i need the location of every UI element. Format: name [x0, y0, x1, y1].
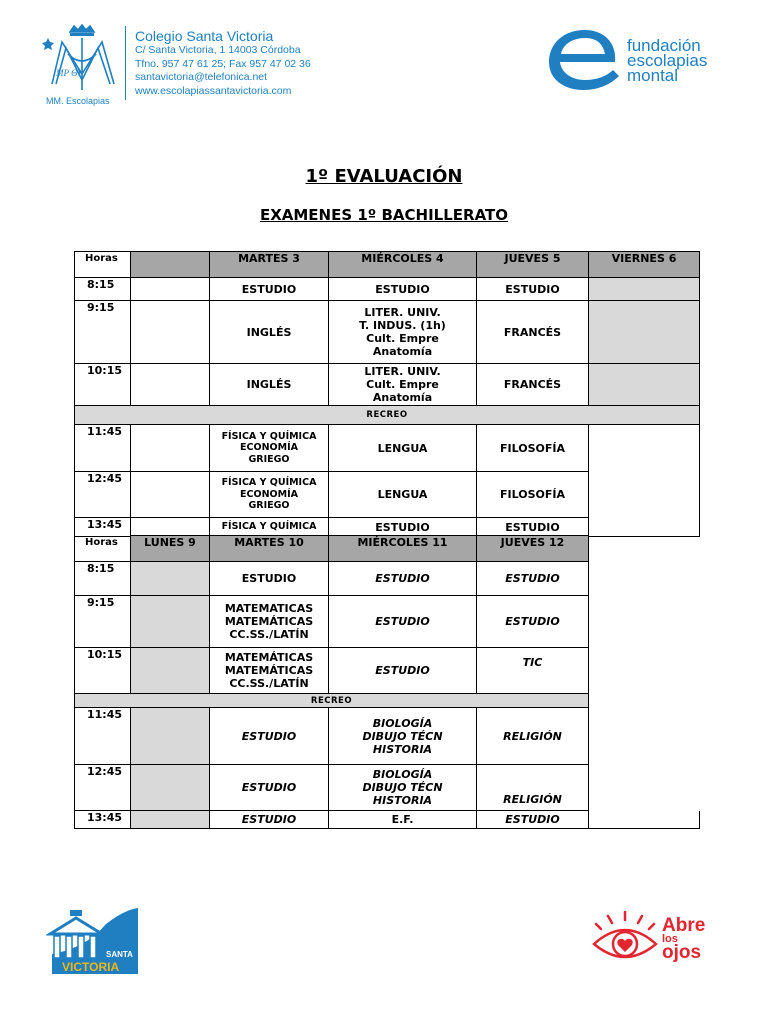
- exam-cell: [210, 648, 329, 694]
- exam-cell: RELIGIÓN: [477, 765, 589, 811]
- exam-cell: ESTUDIO: [329, 518, 477, 537]
- abre-los-ojos-logo: [590, 910, 730, 972]
- exam-cell: [210, 472, 329, 518]
- exam-cell: ESTUDIO: [329, 562, 477, 596]
- subject-line: CC.SS./LATÍN: [229, 677, 309, 690]
- foundation-logo: [545, 24, 745, 96]
- exam-cell: RELIGIÓN: [477, 708, 589, 765]
- empty-header-cell: [131, 252, 210, 278]
- exam-cell: FILOSOFÍA: [477, 472, 589, 518]
- exam-cell: ESTUDIO: [329, 648, 477, 694]
- subject-line: GRIEGO: [248, 500, 290, 512]
- day-header: MIÉRCOLES 11: [329, 536, 477, 562]
- empty-cell: [589, 811, 700, 829]
- abre-los-ojos-text: [662, 915, 706, 963]
- time-cell: 9:15: [75, 596, 131, 648]
- empty-cell: [131, 425, 210, 472]
- subject-line: T. INDUS. (1h): [359, 319, 446, 332]
- exam-cell: ESTUDIO: [477, 278, 589, 301]
- exam-cell: [329, 708, 477, 765]
- exam-cell: ESTUDIO: [210, 811, 329, 829]
- table-header-row: [75, 536, 700, 562]
- subject-line: Cult. Empre: [366, 378, 439, 391]
- empty-cell: [131, 596, 210, 648]
- time-cell: 10:15: [75, 648, 131, 694]
- exam-cell: ESTUDIO: [477, 518, 589, 537]
- subject-line: MATEMATICAS: [224, 602, 314, 615]
- exam-cell: ESTUDIO: [477, 562, 589, 596]
- day-header: MARTES 10: [210, 536, 329, 562]
- subject-line: HISTORIA: [372, 794, 433, 807]
- time-cell: 10:15: [75, 364, 131, 406]
- table-row: [75, 811, 700, 829]
- empty-cell: [589, 364, 700, 406]
- time-cell: 11:45: [75, 425, 131, 472]
- exam-schedule-week-1: [74, 251, 700, 537]
- crest-icon: [40, 24, 130, 96]
- foundation-line-2: escolapias: [627, 51, 708, 70]
- exam-cell: FÍSICA Y QUÍMICA: [210, 518, 329, 537]
- empty-cell: [131, 708, 210, 765]
- crest-initials: MP ΘΥ: [56, 68, 83, 78]
- exam-cell: FILOSOFÍA: [477, 425, 589, 472]
- empty-cell: [131, 364, 210, 406]
- subject-line: MATEMÁTICAS: [224, 615, 314, 628]
- time-cell: 8:15: [75, 278, 131, 301]
- exam-cell: [329, 364, 477, 406]
- day-header: JUEVES 5: [477, 252, 589, 278]
- school-web[interactable]: www.escolapiassantavictoria.com: [135, 84, 292, 97]
- day-header: MARTES 3: [210, 252, 329, 278]
- exam-cell: ESTUDIO: [477, 596, 589, 648]
- crest-caption: MM. Escolapias: [46, 96, 110, 106]
- subject-line: BIOLOGÍA: [372, 716, 433, 730]
- table-row: [75, 425, 700, 472]
- subject-line: MATEMÁTICAS: [224, 664, 314, 677]
- foundation-e-icon: [545, 24, 625, 96]
- ojos-word: ojos: [662, 942, 702, 963]
- exam-cell: TIC: [477, 648, 589, 694]
- exam-cell: [210, 596, 329, 648]
- time-cell: 13:45: [75, 811, 131, 829]
- subject-line: LITER. UNIV.: [364, 365, 441, 378]
- day-header: LUNES 9: [131, 536, 210, 562]
- subject-line: FÍSICA Y QUÍMICA: [221, 477, 317, 489]
- subject-line: BIOLOGÍA: [372, 768, 433, 781]
- header-divider: [125, 26, 126, 100]
- exam-cell: ESTUDIO: [210, 708, 329, 765]
- empty-cell: [589, 425, 700, 537]
- eye-heart-icon: [590, 910, 660, 972]
- page-title: 1º EVALUACIÓN: [305, 166, 463, 187]
- day-header: VIERNES 6: [589, 252, 700, 278]
- recreo-label: RECREO: [75, 694, 589, 708]
- recreo-label: RECREO: [75, 406, 700, 425]
- empty-cell: [131, 472, 210, 518]
- time-cell: 9:15: [75, 301, 131, 364]
- exam-cell: [210, 425, 329, 472]
- empty-cell: [589, 278, 700, 301]
- hours-header: Horas: [75, 252, 131, 278]
- day-header: JUEVES 12: [477, 536, 589, 562]
- santa-victoria-logo: [46, 904, 141, 976]
- exam-cell: ESTUDIO: [210, 278, 329, 301]
- hours-header: Horas: [75, 536, 131, 562]
- subject-line: Anatomía: [372, 391, 433, 404]
- school-info: [135, 28, 311, 98]
- school-crest: [40, 24, 130, 110]
- subject-line: DIBUJO TÉCN: [362, 729, 443, 743]
- exam-cell: ESTUDIO: [329, 596, 477, 648]
- exam-cell: INGLÉS: [210, 364, 329, 406]
- logo-santa-text: SANTA: [106, 950, 133, 959]
- exam-cell: FRANCÉS: [477, 364, 589, 406]
- abre-word: Abre: [662, 915, 706, 936]
- school-address: C/ Santa Victoria, 1 14003 Córdoba: [135, 44, 301, 56]
- time-cell: 12:45: [75, 765, 131, 811]
- day-header: MIÉRCOLES 4: [329, 252, 477, 278]
- exam-cell: LENGUA: [329, 472, 477, 518]
- time-cell: 12:45: [75, 472, 131, 518]
- exam-cell: LENGUA: [329, 425, 477, 472]
- table-row: [75, 364, 700, 406]
- empty-cell: [131, 301, 210, 364]
- time-cell: 11:45: [75, 708, 131, 765]
- table-header-row: [75, 252, 700, 278]
- los-word: los: [662, 933, 678, 945]
- empty-cell: [131, 648, 210, 694]
- exam-cell: ESTUDIO: [210, 765, 329, 811]
- exam-cell: INGLÉS: [210, 301, 329, 364]
- subject-line: ECONOMÍA: [240, 442, 298, 454]
- time-cell: 13:45: [75, 518, 131, 537]
- school-email[interactable]: santavictoria@telefonica.net: [135, 71, 268, 83]
- exam-cell: E.F.: [329, 811, 477, 829]
- subject-line: GRIEGO: [248, 453, 290, 465]
- subject-line: ECONOMÍA: [240, 488, 298, 500]
- school-phone: Tfno. 957 47 61 25; Fax 957 47 02 36: [135, 57, 311, 70]
- empty-cell: [589, 301, 700, 364]
- exam-cell: FRANCÉS: [477, 301, 589, 364]
- page-subtitle: EXAMENES 1º BACHILLERATO: [259, 206, 509, 224]
- subject-line: Cult. Empre: [366, 332, 439, 345]
- time-cell: 8:15: [75, 562, 131, 596]
- blank-area: [589, 536, 700, 811]
- subject-line: Anatomía: [372, 345, 433, 358]
- table-row: [75, 278, 700, 301]
- school-name: Colegio Santa Victoria: [135, 28, 274, 44]
- exam-cell: ESTUDIO: [477, 811, 589, 829]
- subject-line: FÍSICA Y QUÍMICA: [221, 430, 317, 442]
- foundation-line-1: fundación: [627, 36, 701, 55]
- subject-line: DIBUJO TÉCN: [362, 781, 443, 794]
- subject-line: CC.SS./LATÍN: [229, 628, 309, 641]
- recreo-row: [75, 406, 700, 425]
- subject-line: MATEMÁTICAS: [224, 651, 314, 664]
- empty-cell: [131, 278, 210, 301]
- exam-cell: [329, 765, 477, 811]
- logo-victoria-text: VICTORIA: [62, 960, 120, 974]
- exam-schedule-week-2: [74, 535, 700, 829]
- subject-line: LITER. UNIV.: [364, 306, 441, 319]
- subject-line: HISTORIA: [372, 742, 433, 756]
- exam-cell: ESTUDIO: [210, 562, 329, 596]
- foundation-line-3: montal: [627, 66, 679, 85]
- empty-cell: [131, 811, 210, 829]
- empty-cell: [131, 562, 210, 596]
- table-row: [75, 301, 700, 364]
- empty-cell: [131, 518, 210, 537]
- exam-cell: [329, 301, 477, 364]
- exam-cell: ESTUDIO: [329, 278, 477, 301]
- empty-cell: [131, 765, 210, 811]
